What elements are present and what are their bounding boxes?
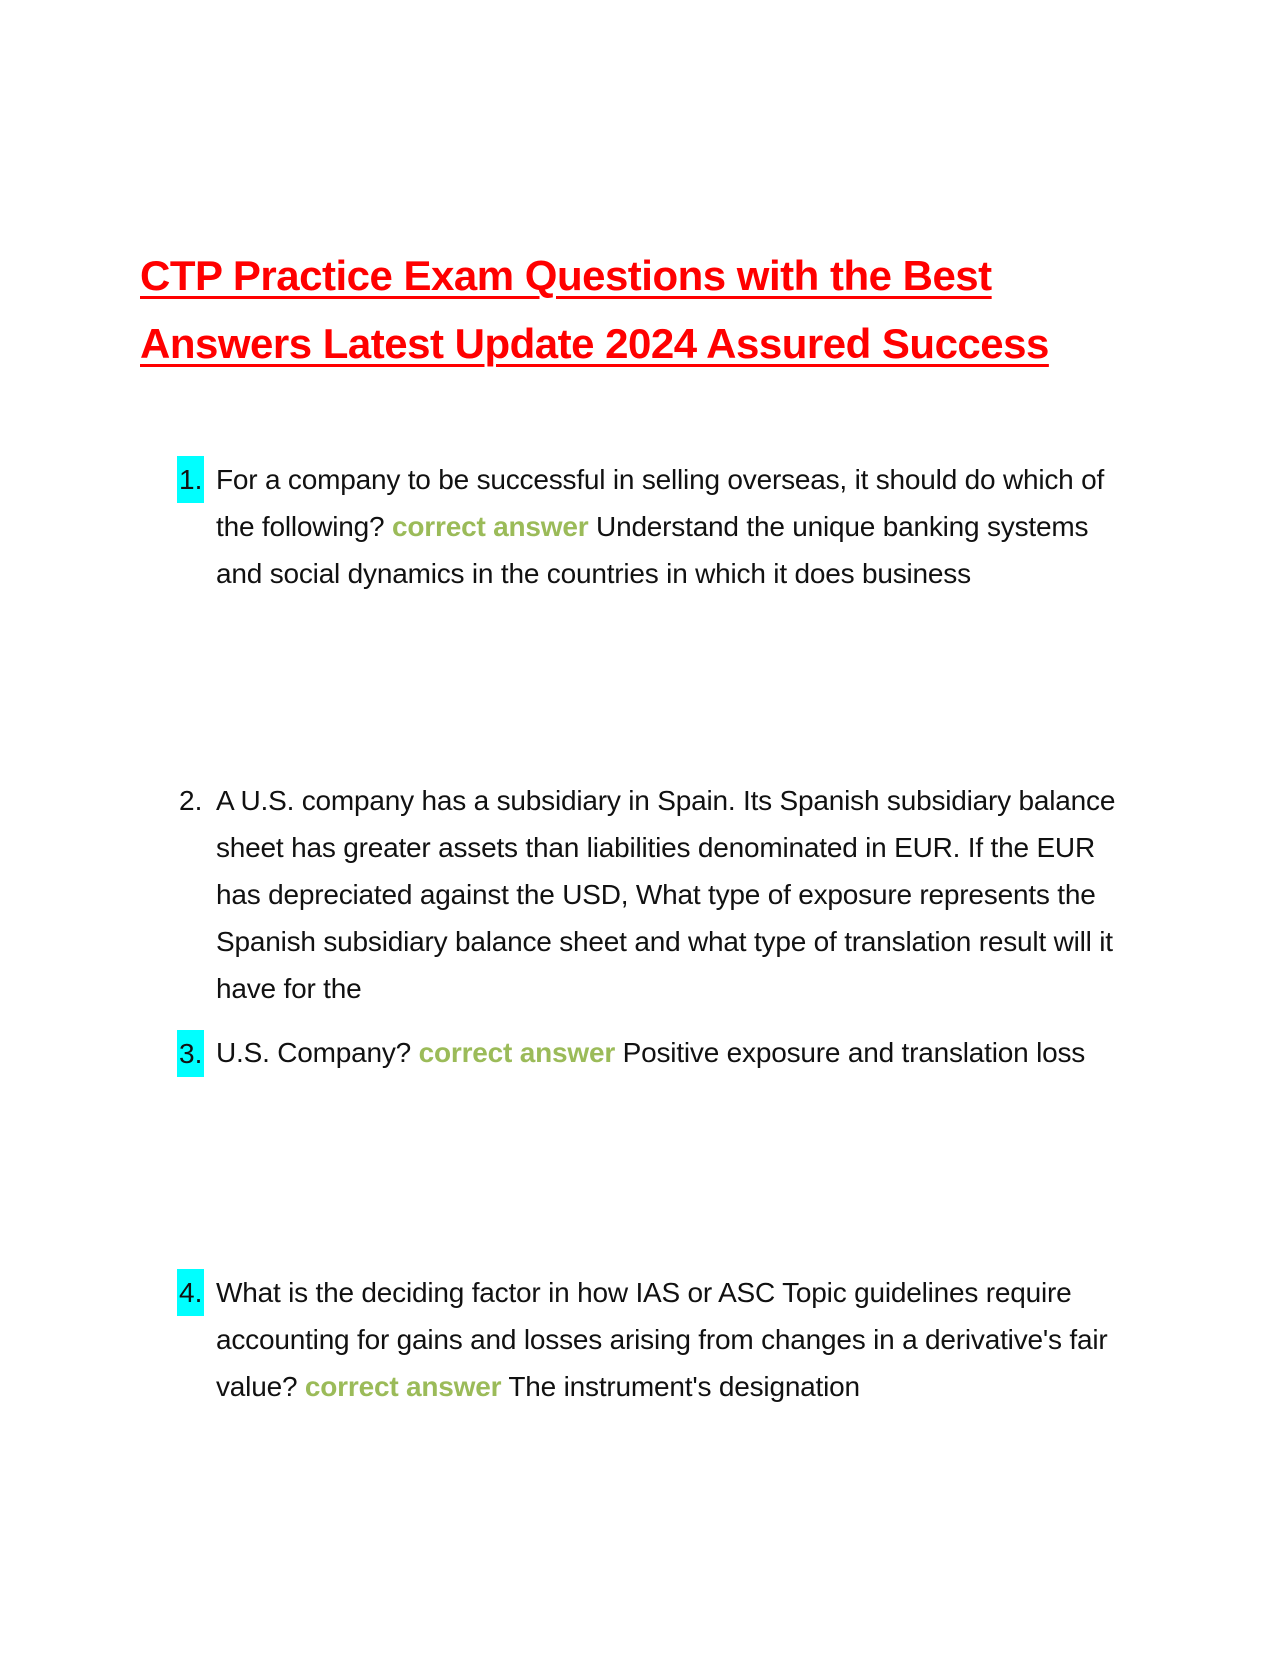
title-line-2: Answers Latest Update 2024 Assured Success	[140, 320, 1049, 367]
question: U.S. Company?	[216, 1037, 412, 1068]
question: For a company to be successful in selling overseas, it should do which of the following?	[216, 464, 1105, 542]
document-title	[140, 242, 1140, 378]
answer: Positive exposure and translation loss	[622, 1037, 1086, 1068]
question: What is the deciding factor in how IAS or ASC Topic guidelines require accounting for gains and losses arising from changes in a derivative's fair value?	[216, 1277, 1108, 1402]
item-number: 1.	[177, 456, 204, 503]
answer: Understand the unique banking systems and social dynamics in the countries in which it does business	[216, 511, 1089, 589]
correct-answer-label: correct answer	[392, 511, 589, 542]
correct-answer-label: correct answer	[418, 1037, 616, 1068]
question-text	[216, 1039, 1141, 1067]
question-text	[216, 456, 1141, 597]
title-line-1: CTP Practice Exam Questions with the Best	[140, 252, 992, 299]
correct-answer-label: correct answer	[304, 1371, 502, 1402]
question: A U.S. company has a subsidiary in Spain. Its Spanish subsidiary balance sheet has greater assets than liabilities denominated in EUR. If the EUR has depreciated against the USD, What type of exposure represents the Spanish subsidiary balance sheet and what type of translation result will it have for the	[216, 785, 1116, 1004]
question-text	[216, 1269, 1141, 1410]
item-number: 2.	[179, 785, 203, 816]
answer: The instrument's designation	[508, 1371, 860, 1402]
item-number: 4.	[177, 1269, 204, 1316]
item-number: 3.	[177, 1030, 204, 1077]
question-text	[216, 777, 1141, 1012]
